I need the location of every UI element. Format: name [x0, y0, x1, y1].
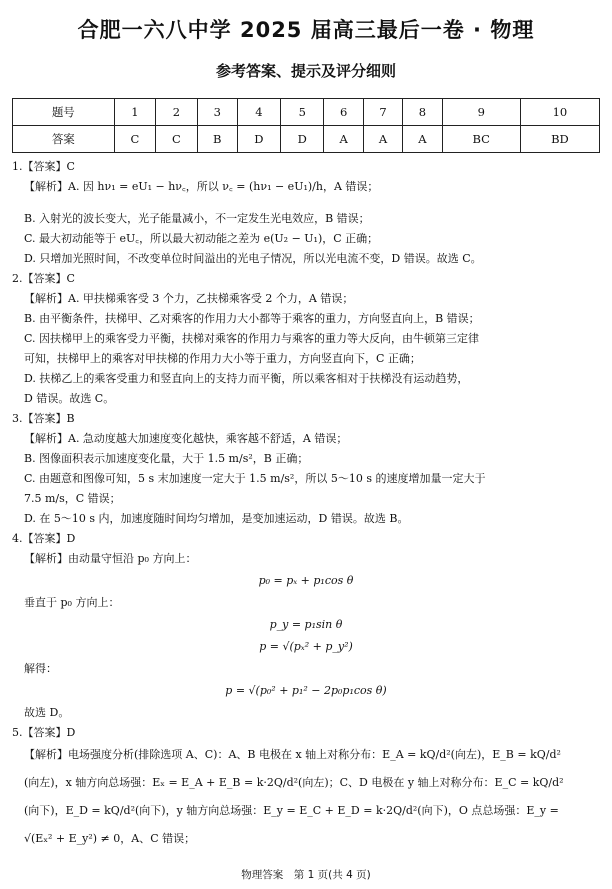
explanation-line: 解得： [24, 662, 57, 675]
a-cell: A [403, 126, 442, 153]
equation-magnitude: p = √(pₓ² + p_y²) [259, 640, 353, 653]
answer-heading-2: 2.【答案】C [12, 272, 75, 285]
answer-table [12, 98, 600, 153]
explanation-line: 垂直于 p₀ 方向上： [24, 596, 120, 609]
explanation-line: (向左)，x 轴方向总场强：Eₓ = E_A + E_B = k·2Q/d²(向左)；C、D 电极在 y 轴上对称分布：E_C = kQ/d² [24, 776, 564, 789]
a-cell: C [156, 126, 198, 153]
table-row-questions [13, 99, 600, 126]
equation-momentum-y: p_y = p₁sin θ [269, 618, 343, 631]
a-cell: B [197, 126, 237, 153]
explanation-line: √(Eₓ² + E_y²) ≠ 0，A、C 错误； [24, 832, 196, 845]
explanation-line: 【解析】A. 急动度越大加速度变化越快，乘客越不舒适，A 错误； [24, 432, 348, 445]
a-cell: A [363, 126, 402, 153]
explanation-line: B. 入射光的波长变大，光子能量减小，不一定发生光电效应，B 错误； [24, 212, 370, 225]
explanation-line: D. 只增加光照时间，不改变单位时间溢出的光电子情况，所以光电流不变，D 错误。故选 C。 [24, 252, 482, 265]
q-cell: 5 [281, 99, 324, 126]
a-cell: C [114, 126, 156, 153]
q-cell: 7 [363, 99, 402, 126]
explanation-line: 7.5 m/s，C 错误； [24, 492, 121, 505]
q-cell: 2 [156, 99, 198, 126]
answer-heading-1: 1.【答案】C [12, 160, 75, 173]
explanation-line: B. 图像面积表示加速度变化量，大于 1.5 m/s²，B 正确； [24, 452, 309, 465]
page-title: 合肥一六八中学 2025 届高三最后一卷 · 物理 [77, 18, 535, 42]
row-label-answer: 答案 [13, 126, 115, 153]
table-row-answers [13, 126, 600, 153]
a-cell: D [281, 126, 324, 153]
q-cell: 6 [324, 99, 363, 126]
explanation-line: C. 最大初动能等于 eU꜀，所以最大初动能之差为 e(U₂ − U₁)，C 正确； [24, 232, 379, 245]
q-cell: 8 [403, 99, 442, 126]
q-cell: 4 [237, 99, 280, 126]
answer-heading-5: 5.【答案】D [12, 726, 76, 739]
explanation-line: C. 因扶梯甲上的乘客受力平衡，扶梯对乘客的作用力与乘客的重力等大反向，由牛顿第三定律 [24, 332, 480, 345]
explanation-line: D. 扶梯乙上的乘客受重力和竖直向上的支持力而平衡，所以乘客相对于扶梯没有运动趋势， [24, 372, 469, 385]
a-cell: A [324, 126, 363, 153]
page-subtitle: 参考答案、提示及评分细则 [215, 62, 396, 80]
q-cell: 3 [197, 99, 237, 126]
answer-heading-4: 4.【答案】D [12, 532, 76, 545]
equation-result: p = √(p₀² + p₁² − 2p₀p₁cos θ) [225, 684, 387, 697]
explanation-line: 【解析】A. 甲扶梯乘客受 3 个力，乙扶梯乘客受 2 个力，A 错误； [24, 292, 354, 305]
explanation-line: 【解析】电场强度分析(排除选项 A、C)：A、B 电极在 x 轴上对称分布：E_A = kQ/d²(向左)，E_B = kQ/d² [24, 748, 561, 761]
explanation-line: B. 由平衡条件，扶梯甲、乙对乘客的作用力大小都等于乘客的重力，方向竖直向上，B 错误； [24, 312, 480, 325]
equation-momentum-x: p₀ = pₓ + p₁cos θ [258, 574, 354, 587]
explanation-line: (向下)，E_D = kQ/d²(向下)，y 轴方向总场强：E_y = E_C + E_D = k·2Q/d²(向下)，O 点总场强：E_y = [24, 804, 559, 817]
explanation-line: 可知，扶梯甲上的乘客对甲扶梯的作用力大小等于重力，方向竖直向下，C 正确； [24, 352, 421, 365]
page-footer: 物理答案 第 1 页(共 4 页) [241, 869, 371, 881]
explanation-line: 故选 D。 [24, 706, 70, 719]
explanation-line: D 错误。故选 C。 [24, 392, 115, 405]
q-cell: 1 [114, 99, 156, 126]
explanation-line: 【解析】A. 因 hν₁ = eU₁ − hν꜀，所以 ν꜀ = (hν₁ − eU₁)/h，A 错误； [24, 180, 379, 193]
answer-heading-3: 3.【答案】B [12, 412, 75, 425]
a-cell: BD [520, 126, 599, 153]
row-label-question: 题号 [13, 99, 115, 126]
explanation-line: 【解析】由动量守恒沿 p₀ 方向上： [24, 552, 197, 565]
explanation-line: D. 在 5～10 s 内，加速度随时间均匀增加，是变加速运动，D 错误。故选 B。 [24, 512, 409, 525]
a-cell: BC [442, 126, 520, 153]
explanation-line: C. 由题意和图像可知，5 s 末加速度一定大于 1.5 m/s²，所以 5～10 s 的速度增加量一定大于 [24, 472, 486, 485]
q-cell: 9 [442, 99, 520, 126]
q-cell: 10 [520, 99, 599, 126]
a-cell: D [237, 126, 280, 153]
